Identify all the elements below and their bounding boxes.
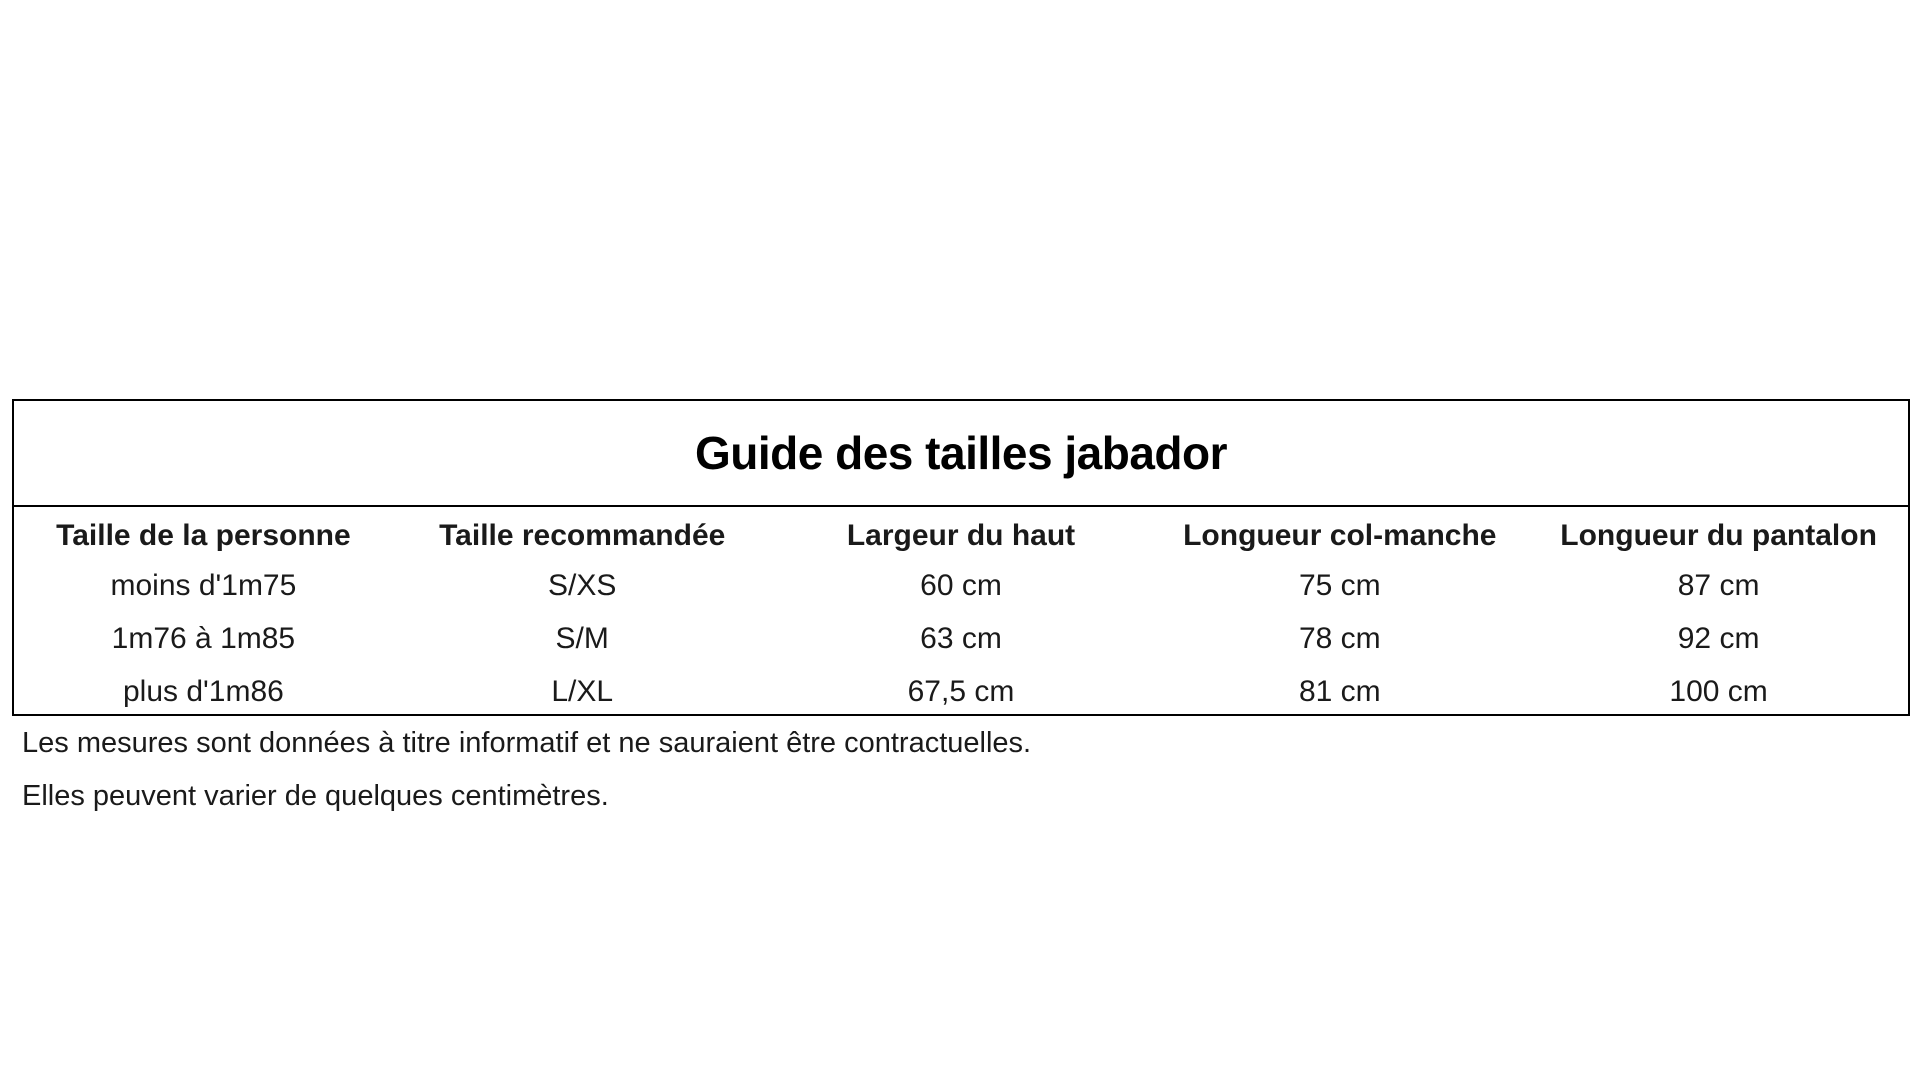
table-cell: 1m76 à 1m85 [111,621,296,655]
guide-title: Guide des tailles jabador [14,401,1908,507]
table-header-row [14,513,1908,559]
table-cell: S/XS [548,568,617,602]
table-cell: 87 cm [1677,568,1760,602]
table-cell: 67,5 cm [907,674,1015,708]
header-person-height: Taille de la personne [56,519,351,552]
table-cell: 92 cm [1677,621,1760,655]
table-cell: L/XL [551,674,614,708]
header-recommended-size: Taille recommandée [439,519,726,552]
header-collar-sleeve-length: Longueur col-manche [1183,519,1497,552]
table-cell: 100 cm [1669,674,1768,708]
table-row [14,612,1908,665]
size-guide-table-frame [12,399,1910,716]
table-cell: 75 cm [1298,568,1381,602]
table-cell: 63 cm [920,621,1002,655]
table-row [14,559,1908,612]
table-cell: 81 cm [1298,674,1381,708]
variation-note: Elles peuvent varier de quelques centimètres. [22,780,609,812]
table-cell: 78 cm [1298,621,1381,655]
table-cell: moins d'1m75 [110,568,297,602]
disclaimer-note: Les mesures sont données à titre informatif et ne sauraient être contractuelles. [22,727,1032,759]
size-table [14,513,1908,718]
table-cell: S/M [555,621,609,655]
table-row [14,665,1908,718]
table-cell: plus d'1m86 [122,674,284,708]
table-cell: 60 cm [920,568,1002,602]
header-top-width: Largeur du haut [846,519,1076,552]
header-trouser-length: Longueur du pantalon [1560,519,1877,552]
